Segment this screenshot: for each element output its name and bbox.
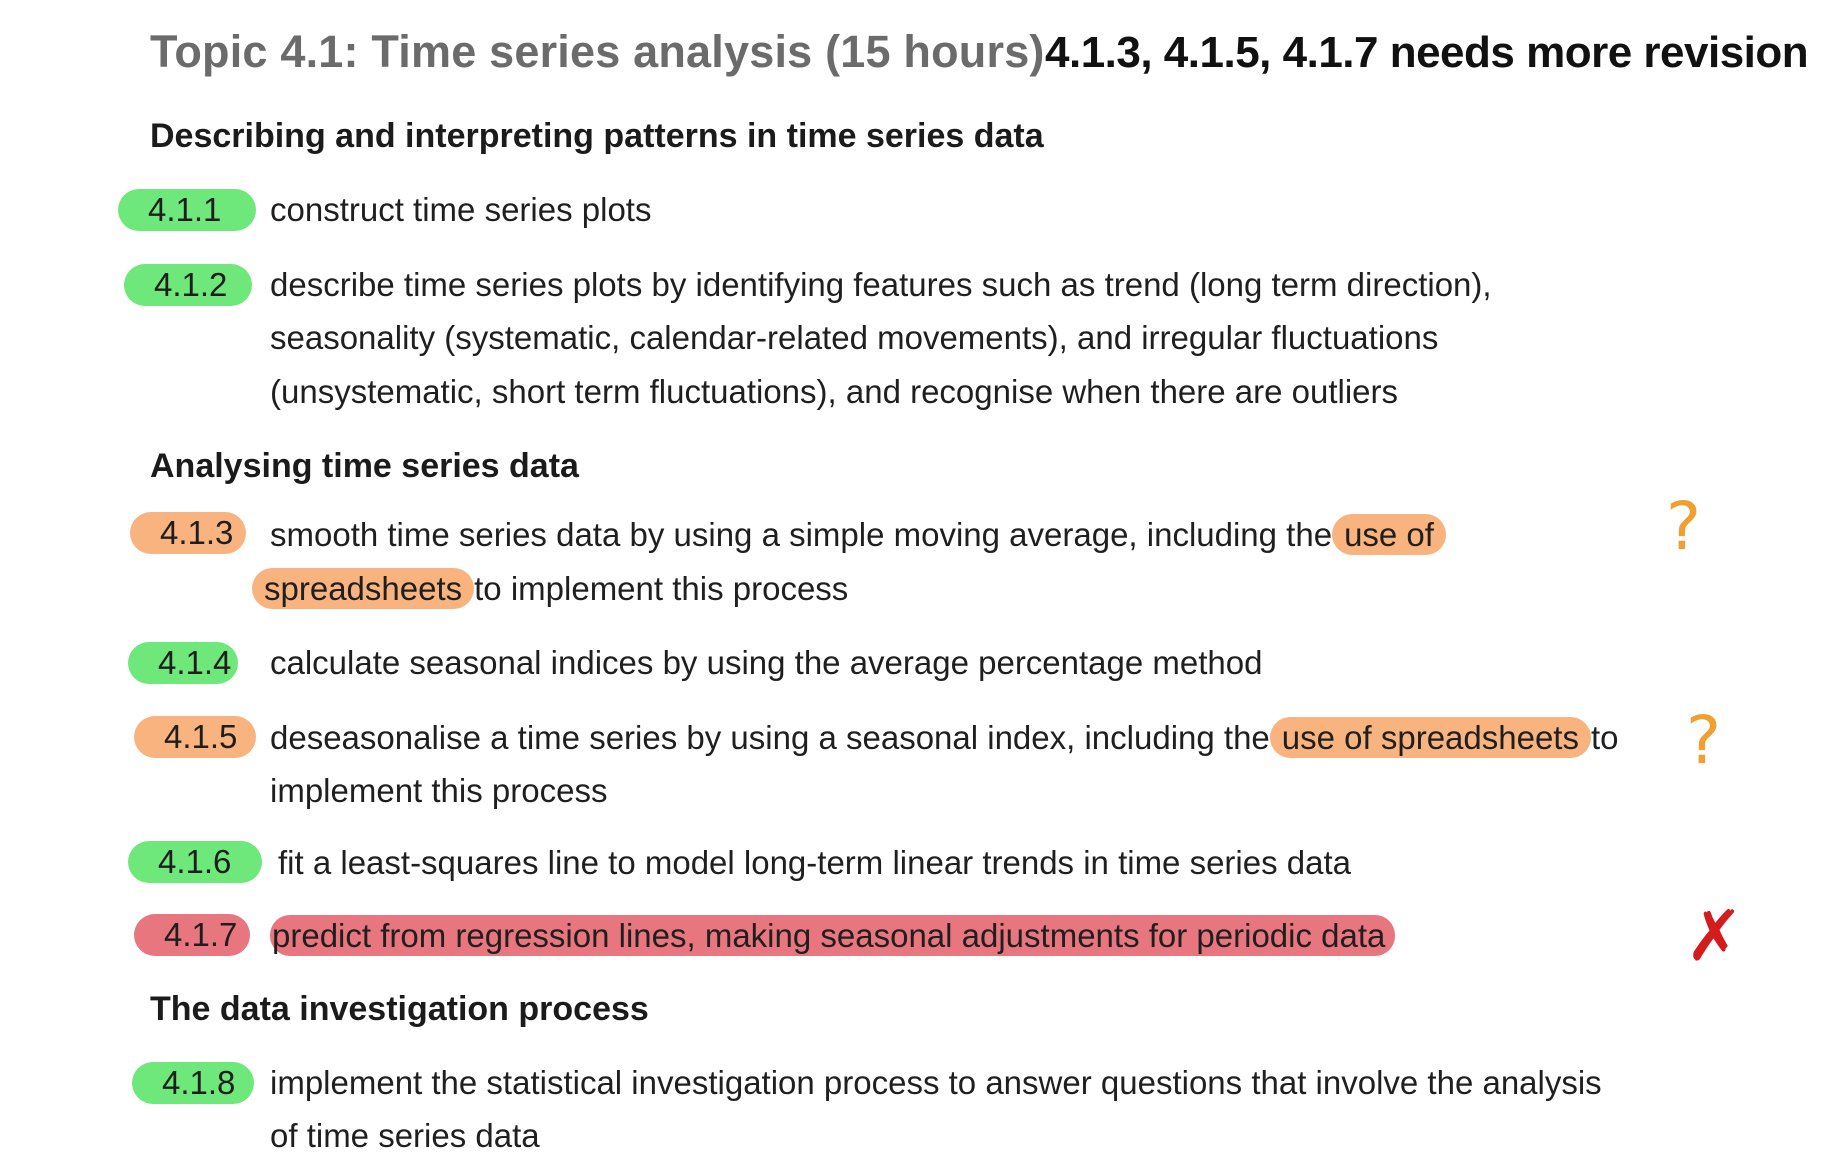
item-text-line-2 (252, 568, 848, 610)
item-text: seasonality (systematic, calendar-related movements), and irregular fluctuations (270, 319, 1439, 356)
item-text: of time series data (270, 1117, 540, 1154)
item-text: fit a least-squares line to model long-term linear trends in time series data (278, 844, 1351, 881)
section-heading: The data investigation process (150, 990, 649, 1028)
item-code-badge: 4.1.3 (130, 512, 246, 554)
item-text: describe time series plots by identifying features such as trend (long term direction), (270, 266, 1492, 303)
item-text: to implement this process (474, 570, 849, 607)
item-text-line-1 (270, 915, 1395, 957)
item-text-line-1 (270, 717, 1619, 759)
question-mark-icon: ? (1666, 488, 1702, 565)
item-code-badge: 4.1.6 (128, 841, 262, 883)
highlighted-phrase: predict from regression lines, making seasonal adjustments for periodic data (270, 915, 1395, 956)
item-text: to (1590, 719, 1619, 756)
handwritten-revision-note: 4.1.3, 4.1.5, 4.1.7 needs more revision (1045, 28, 1809, 77)
item-text: implement the statistical investigation process to answer questions that involve the analysis (270, 1064, 1602, 1101)
item-text: implement this process (270, 772, 608, 809)
item-code-badge: 4.1.2 (124, 264, 252, 306)
highlighted-phrase: use of (1332, 514, 1446, 555)
item-text: (unsystematic, short term fluctuations), and recognise when there are outliers (270, 373, 1399, 410)
item-text: deseasonalise a time series by using a seasonal index, including the (270, 719, 1270, 756)
item-code-badge: 4.1.7 (134, 914, 250, 956)
item-text-line-1 (270, 514, 1446, 556)
item-code-badge: 4.1.1 (118, 189, 256, 231)
item-code-badge: 4.1.8 (132, 1062, 254, 1104)
section-heading: Analysing time series data (150, 447, 579, 485)
highlighted-phrase: spreadsheets (252, 568, 474, 609)
page-title: Topic 4.1: Time series analysis (15 hours) (150, 26, 1045, 77)
highlighted-phrase: use of spreadsheets (1270, 717, 1591, 758)
item-text: calculate seasonal indices by using the average percentage method (270, 644, 1263, 681)
question-mark-icon: ? (1686, 702, 1722, 779)
item-text: smooth time series data by using a simple moving average, including the (270, 516, 1333, 553)
section-heading: Describing and interpreting patterns in time series data (150, 117, 1044, 155)
item-text: construct time series plots (270, 191, 652, 228)
cross-mark-icon: ✗ (1685, 895, 1744, 977)
item-code-badge: 4.1.5 (134, 716, 256, 758)
item-code-badge: 4.1.4 (128, 642, 238, 684)
